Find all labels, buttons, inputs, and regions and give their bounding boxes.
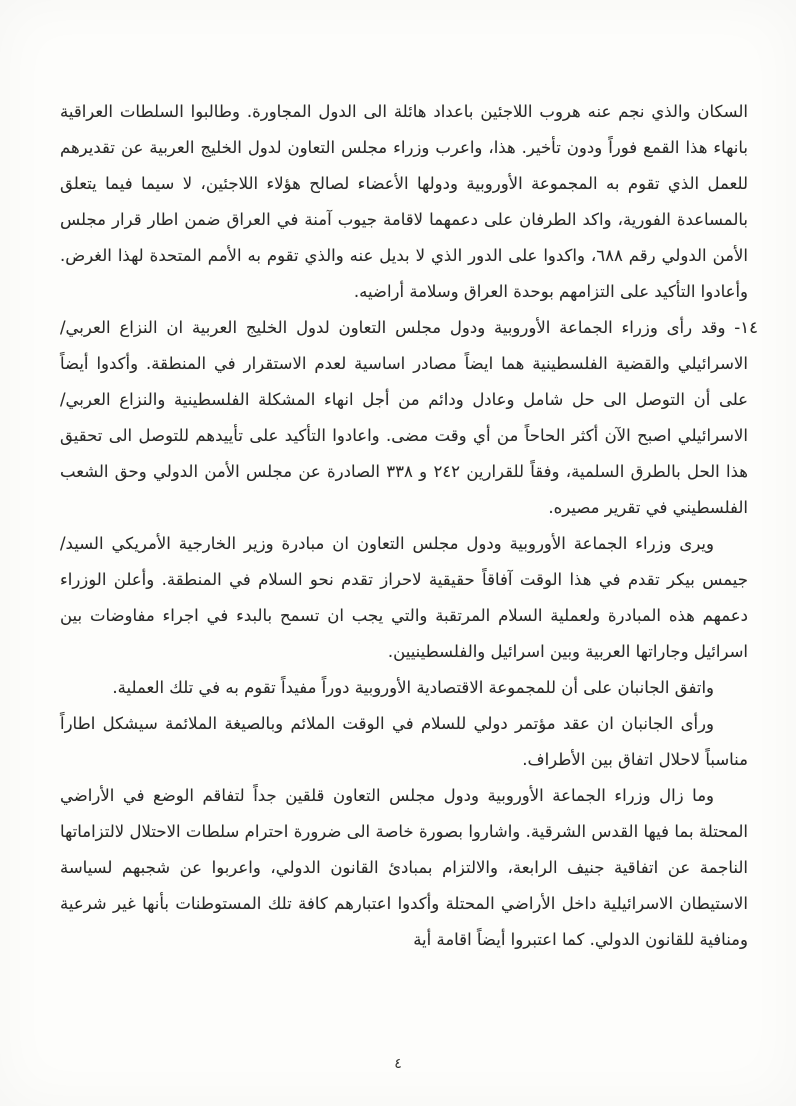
paragraph-baker-initiative: ويرى وزراء الجماعة الأوروبية ودول مجلس التعاون ان مبادرة وزير الخارجية الأمريكي السيد/ جيمس بيكر تقدم في هذا الوقت آفاقاً حقيقية لاحراز تقدم نحو السلام في المنطقة. وأعلن الوزراء دعمهم هذه المبادرة ولعملية السلام المرتقبة والتي يجب ان تسمح بالبدء في اجراء مفاوضات بين اسرائيل وجاراتها العربية وبين اسرائيل والفلسطينيين.	[60, 534, 748, 661]
paragraph-clause-14-arab-israeli-conflict: ١٤- وقد رأى وزراء الجماعة الأوروبية ودول مجلس التعاون لدول الخليج العربية ان النزاع العربي/ الاسرائيلي والقضية الفلسطينية هما ايضاً مصادر اساسية لعدم الاستقرار في المنطقة. وأكدوا أيضاً على أن التوصل الى حل شامل وعادل ودائم من أجل انهاء المشكلة الفلسطينية والنزاع العربي/ الاسرائيلي اصبح الآن أكثر الحاحاً من أي وقت مضى. واعادوا التأكيد على تأييدهم للتوصل الى تحقيق هذا الحل بالطرق السلمية، وفقاً للقرارين ٢٤٢ و ٣٣٨ الصادرة عن مجلس الأمن الدولي وحق الشعب الفلسطيني في تقرير مصيره.	[60, 318, 758, 517]
paragraph-refugees-iraq: السكان والذي نجم عنه هروب اللاجئين باعداد هائلة الى الدول المجاورة. وطالبوا السلطات العراقية بانهاء هذا القمع فوراً ودون تأخير. هذا، واعرب وزراء مجلس التعاون لدول الخليج العربية عن تقديرهم للعمل الذي تقوم به المجموعة الأوروبية ودولها الأعضاء لصالح هؤلاء اللاجئين، لا سيما فيما يتعلق بالمساعدة الفورية، واكد الطرفان على دعمهما لاقامة جيوب آمنة في العراق ضمن اطار قرار مجلس الأمن الدولي رقم ٦٨٨، واكدوا على الدور الذي لا بديل عنه والذي تقوم به الأمم المتحدة لهذا الغرض. وأعادوا التأكيد على التزامهم بوحدة العراق وسلامة أراضيه.	[60, 102, 748, 301]
paragraph-ec-useful-role: واتفق الجانبان على أن للمجموعة الاقتصادية الأوروبية دوراً مفيداً تقوم به في تلك العملية.	[112, 678, 714, 697]
paragraph-peace-conference: ورأى الجانبان ان عقد مؤتمر دولي للسلام في الوقت الملائم وبالصيغة الملائمة سيشكل اطاراً مناسباً لاحلال اتفاق بين الأطراف.	[60, 714, 748, 769]
page-number: ٤	[394, 1056, 402, 1072]
document-body	[60, 94, 758, 958]
paragraph-occupied-territories: وما زال وزراء الجماعة الأوروبية ودول مجلس التعاون قلقين جداً لتفاقم الوضع في الأراضي المحتلة بما فيها القدس الشرقية. واشاروا بصورة خاصة الى ضرورة احترام سلطات الاحتلال لالتزاماتها الناجمة عن اتفاقية جنيف الرابعة، والالتزام بمبادئ القانون الدولي، واعربوا عن شجبهم لسياسة الاستيطان الاسرائيلية داخل الأراضي المحتلة وأكدوا اعتبارهم كافة تلك المستوطنات بأنها غير شرعية ومنافية للقانون الدولي. كما اعتبروا أيضاً اقامة أية	[60, 786, 748, 949]
